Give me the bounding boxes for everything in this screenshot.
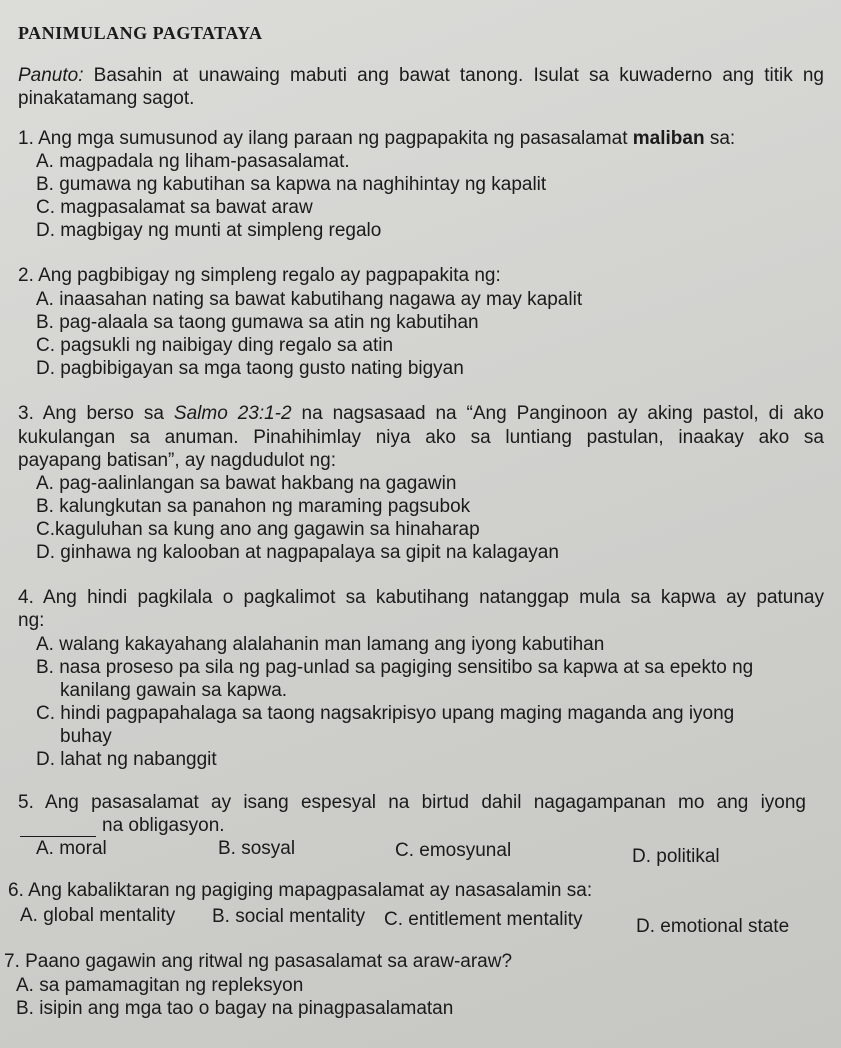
q6-option-a: A. global mentality xyxy=(20,905,176,926)
directions-label: Panuto: xyxy=(18,65,84,86)
q3-option-b: B. kalungkutan sa panahon ng maraming pagsubok xyxy=(36,496,471,517)
q3-option-a: A. pag-aalinlangan sa bawat hakbang na gagawin xyxy=(36,473,457,494)
q5-option-d: D. politikal xyxy=(632,846,720,867)
q1-emphasis: maliban xyxy=(632,128,705,149)
q6-option-b: B. social mentality xyxy=(212,906,366,927)
q3-stem-line-3: payapang batisan”, ay nagdudulot ng: xyxy=(18,450,336,471)
q4-option-c-line-1: C. hindi pagpapahalaga sa taong nagsakripisyo upang maging maganda ang iyong xyxy=(36,703,735,724)
q1-option-a: A. magpadala ng liham-pasasalamat. xyxy=(36,151,350,172)
q7-option-a: A. sa pamamagitan ng repleksyon xyxy=(16,975,304,996)
q7-option-b: B. isipin ang mga tao o bagay na pinagpasalamatan xyxy=(16,998,454,1019)
q4-stem-line-1: 4. Ang hindi pagkilala o pagkalimot sa kabutihang natanggap mula sa kapwa ay patunay xyxy=(18,587,824,608)
q5-stem-line-1: 5. Ang pasasalamat ay isang espesyal na birtud dahil nagagampanan mo ang iyong xyxy=(18,792,806,813)
q2-stem: 2. Ang pagbibigay ng simpleng regalo ay pagpapakita ng: xyxy=(18,265,501,286)
q4-option-c-line-2: buhay xyxy=(60,726,112,747)
q1-option-c: C. magpasalamat sa bawat araw xyxy=(36,197,313,218)
q1-stem: 1. Ang mga sumusunod ay ilang paraan ng pagpapakita ng pasasalamat maliban sa: xyxy=(18,128,736,149)
q1-option-d: D. magbigay ng munti at simpleng regalo xyxy=(36,220,382,241)
q2-option-b: B. pag-alaala sa taong gumawa sa atin ng kabutihan xyxy=(36,312,479,333)
q3-stem-line-2: kukulangan sa anuman. Pinahihimlay niya ako sa luntiang pastulan, inaakay ako sa xyxy=(18,427,824,448)
q6-stem: 6. Ang kabaliktaran ng pagiging mapagpasalamat ay nasasalamin sa: xyxy=(8,880,593,901)
directions-line-2: pinakatamang sagot. xyxy=(18,88,195,109)
q5-answer-blank xyxy=(20,836,96,837)
q4-stem-line-2: ng: xyxy=(18,610,45,631)
q4-option-a: A. walang kakayahang alalahanin man lamang ang iyong kabutihan xyxy=(36,634,605,655)
q2-option-c: C. pagsukli ng naibigay ding regalo sa atin xyxy=(36,335,394,356)
worksheet-title: PANIMULANG PAGTATAYA xyxy=(18,23,263,43)
q1-option-b: B. gumawa ng kabutihan sa kapwa na naghihintay ng kapalit xyxy=(36,174,547,195)
q4-option-b-line-2: kanilang gawain sa kapwa. xyxy=(60,680,288,701)
q4-option-d: D. lahat ng nabanggit xyxy=(36,749,217,770)
q5-stem-line-2: na obligasyon. xyxy=(102,815,225,836)
q5-option-b: B. sosyal xyxy=(218,838,296,859)
q2-option-a: A. inaasahan nating sa bawat kabutihang nagawa ay may kapalit xyxy=(36,289,583,310)
directions-line-1: Panuto: Basahin at unawaing mabuti ang bawat tanong. Isulat sa kuwaderno ang titik ng xyxy=(18,65,824,86)
q3-option-d: D. ginhawa ng kalooban at nagpapalaya sa gipit na kalagayan xyxy=(36,542,559,563)
q3-citation: Salmo 23:1-2 xyxy=(173,403,292,424)
q5-option-c: C. emosyunal xyxy=(395,840,512,861)
q4-option-b-line-1: B. nasa proseso pa sila ng pag-unlad sa pagiging sensitibo sa kapwa at sa epekto ng xyxy=(36,657,754,678)
q6-option-d: D. emotional state xyxy=(636,916,790,937)
q6-option-c: C. entitlement mentality xyxy=(384,909,583,930)
q2-option-d: D. pagbibigayan sa mga taong gusto nating bigyan xyxy=(36,358,464,379)
q3-stem-line-1: 3. Ang berso sa Salmo 23:1-2 na nagsasaad na “Ang Panginoon ay aking pastol, di ako xyxy=(18,403,824,424)
q7-stem: 7. Paano gagawin ang ritwal ng pasasalamat sa araw-araw? xyxy=(4,951,513,972)
q5-option-a: A. moral xyxy=(36,838,107,859)
q3-option-c: C.kaguluhan sa kung ano ang gagawin sa hinaharap xyxy=(36,519,480,540)
